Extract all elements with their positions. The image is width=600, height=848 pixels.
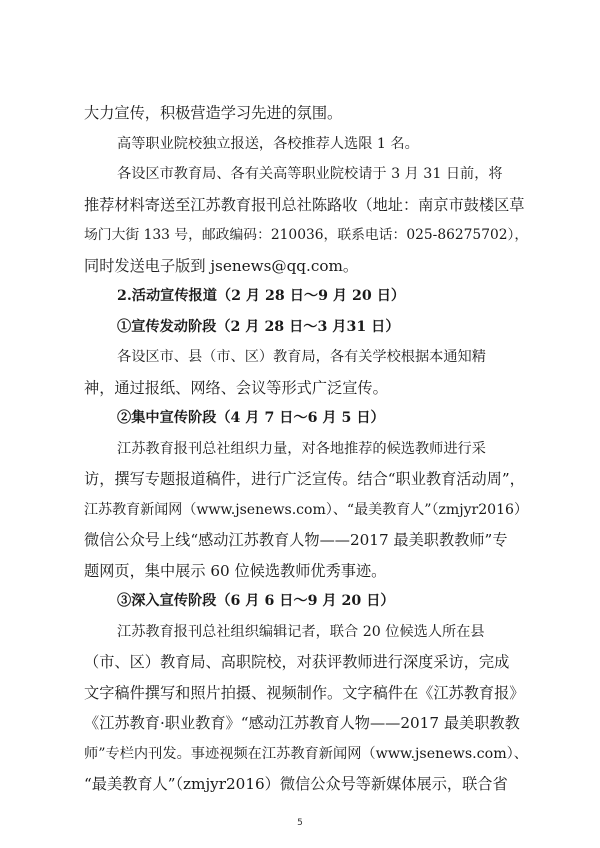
body-line: 同时发送电子版到 jsenews@qq.com。 bbox=[84, 257, 359, 275]
body-line: 场门大街 133 号，邮政编码：210036，联系电话：025-86275702）， bbox=[84, 227, 529, 243]
body-line: 文字稿件撰写和照片拍摄、视频制作。文字稿件在《江苏教育报》 bbox=[84, 684, 525, 702]
body-line: 微信公众号上线“感动江苏教育人物——2017 最美职教教师”专 bbox=[84, 531, 508, 549]
body-line: （市、区）教育局、高职院校，对获评教师进行深度采访，完成 bbox=[84, 653, 510, 671]
subsection-heading: ③深入宣传阶段（6 月 6 日～9 月 20 日） bbox=[117, 593, 395, 609]
page-number: 5 bbox=[297, 818, 303, 828]
body-line: 高等职业院校独立报送，各校推荐人选限 1 名。 bbox=[117, 136, 419, 152]
body-line: 题网页，集中展示 60 位候选教师优秀事迹。 bbox=[84, 562, 387, 580]
subsection-heading: ②集中宣传阶段（4 月 7 日～6 月 5 日） bbox=[117, 410, 385, 426]
body-line: 江苏教育新闻网（www.jsenews.com）、“最美教育人”（zmjyr2016） bbox=[84, 502, 529, 518]
body-line: 师”专栏内刊发。事迹视频在江苏教育新闻网（www.jsenews.com）、 bbox=[84, 746, 528, 762]
section-heading: 2.活动宣传报道（2 月 28 日～9 月 20 日） bbox=[117, 288, 406, 304]
body-line: 大力宣传，积极营造学习先进的氛围。 bbox=[84, 104, 343, 122]
body-line: 各设区市教育局、各有关高等职业院校请于 3 月 31 日前，将 bbox=[117, 166, 503, 182]
body-line: 推荐材料寄送至江苏教育报刊总社陈路收（地址：南京市鼓楼区草 bbox=[84, 196, 525, 214]
body-line: 《江苏教育·职业教育》“感动江苏教育人物——2017 最美职教教 bbox=[84, 714, 520, 732]
subsection-heading: ①宣传发动阶段（2 月 28 日～3 月31 日） bbox=[117, 319, 400, 335]
body-line: 各设区市、县（市、区）教育局，各有关学校根据本通知精 bbox=[117, 349, 486, 365]
body-line: 神，通过报纸、网络、会议等形式广泛宣传。 bbox=[84, 379, 388, 397]
body-line: 江苏教育报刊总社组织力量，对各地推荐的候选教师进行采 bbox=[117, 441, 486, 457]
body-line: “最美教育人”（zmjyr2016）微信公众号等新媒体展示，联合省 bbox=[84, 775, 508, 793]
body-line: 访，撰写专题报道稿件，进行广泛宣传。结合“职业教育活动周”， bbox=[84, 470, 525, 488]
body-line: 江苏教育报刊总社组织编辑记者，联合 20 位候选人所在县 bbox=[117, 624, 485, 640]
